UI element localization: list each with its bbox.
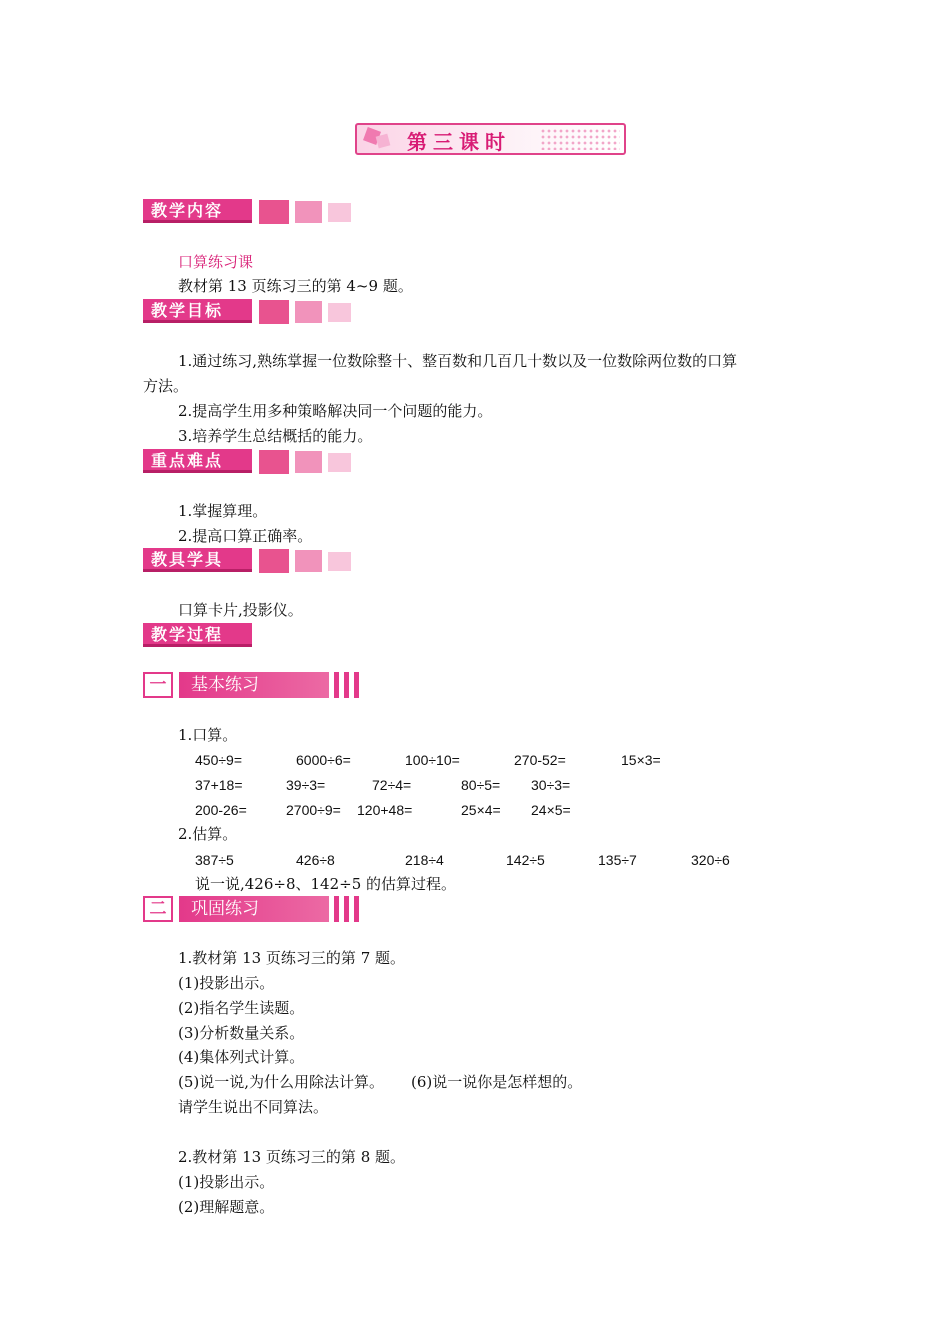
part-bar-basic-practice	[143, 672, 362, 698]
estimate-expression: 135÷7	[598, 852, 637, 868]
estimate-expression: 426÷8	[296, 852, 335, 868]
section-label: 教学内容	[143, 199, 252, 223]
goal-item: 1.通过练习,熟练掌握一位数除整十、整百数和几百几十数以及一位数除两位数的口算	[178, 352, 738, 370]
expression: 120+48=	[357, 802, 413, 818]
step-item: (5)说一说,为什么用除法计算。	[178, 1073, 385, 1091]
part-number: 一	[143, 672, 173, 698]
expression: 30÷3=	[531, 777, 571, 793]
key-point-item: 1.掌握算理。	[178, 502, 268, 520]
step-item: (1)投影出示。	[178, 1173, 275, 1191]
textbook-reference: 教材第 13 页练习三的第 4~9 题。	[178, 277, 413, 295]
tools-text: 口算卡片,投影仪。	[178, 601, 303, 619]
step-note: 请学生说出不同算法。	[178, 1098, 329, 1116]
expression: 6000÷6=	[296, 752, 351, 768]
part-title: 巩固练习	[179, 896, 329, 922]
expression: 80÷5=	[461, 777, 501, 793]
expression: 200-26=	[195, 802, 247, 818]
expression: 25×4=	[461, 802, 501, 818]
estimate-note: 说一说,426÷8、142÷5 的估算过程。	[195, 875, 457, 893]
goal-item: 2.提高学生用多种策略解决同一个问题的能力。	[178, 402, 493, 420]
lesson-title: 第三课时	[407, 130, 511, 154]
expression: 72÷4=	[372, 777, 412, 793]
lesson-title-banner	[355, 123, 626, 155]
section-label: 教学目标	[143, 299, 252, 323]
step-item: (6)说一说你是怎样想的。	[411, 1073, 583, 1091]
expression: 15×3=	[621, 752, 661, 768]
question-heading: 2.教材第 13 页练习三的第 8 题。	[178, 1148, 406, 1166]
step-item: (1)投影出示。	[178, 974, 275, 992]
expression: 24×5=	[531, 802, 571, 818]
step-item: (3)分析数量关系。	[178, 1024, 305, 1042]
section-label: 重点难点	[143, 449, 252, 473]
expression: 37+18=	[195, 777, 243, 793]
expression: 270-52=	[514, 752, 566, 768]
question-heading: 2.估算。	[178, 825, 238, 843]
banner-decoration	[376, 134, 391, 149]
expression: 450÷9=	[195, 752, 243, 768]
key-point-item: 2.提高口算正确率。	[178, 527, 313, 545]
question-heading: 1.口算。	[178, 726, 238, 744]
goal-item: 3.培养学生总结概括的能力。	[178, 427, 373, 445]
part-number: 二	[143, 896, 173, 922]
estimate-expression: 387÷5	[195, 852, 234, 868]
estimate-expression: 320÷6	[691, 852, 730, 868]
expression: 2700÷9=	[286, 802, 341, 818]
part-bar-consolidation-practice	[143, 896, 362, 922]
banner-dots	[540, 128, 620, 150]
estimate-expression: 142÷5	[506, 852, 545, 868]
step-item: (2)理解题意。	[178, 1198, 275, 1216]
section-label: 教具学具	[143, 548, 252, 572]
expression: 100÷10=	[405, 752, 460, 768]
lesson-type: 口算练习课	[178, 253, 254, 271]
step-item: (2)指名学生读题。	[178, 999, 305, 1017]
section-label: 教学过程	[143, 623, 252, 647]
part-title: 基本练习	[179, 672, 329, 698]
question-heading: 1.教材第 13 页练习三的第 7 题。	[178, 949, 406, 967]
estimate-expression: 218÷4	[405, 852, 444, 868]
goal-item-continued: 方法。	[143, 377, 189, 395]
step-item: (4)集体列式计算。	[178, 1048, 305, 1066]
expression: 39÷3=	[286, 777, 326, 793]
